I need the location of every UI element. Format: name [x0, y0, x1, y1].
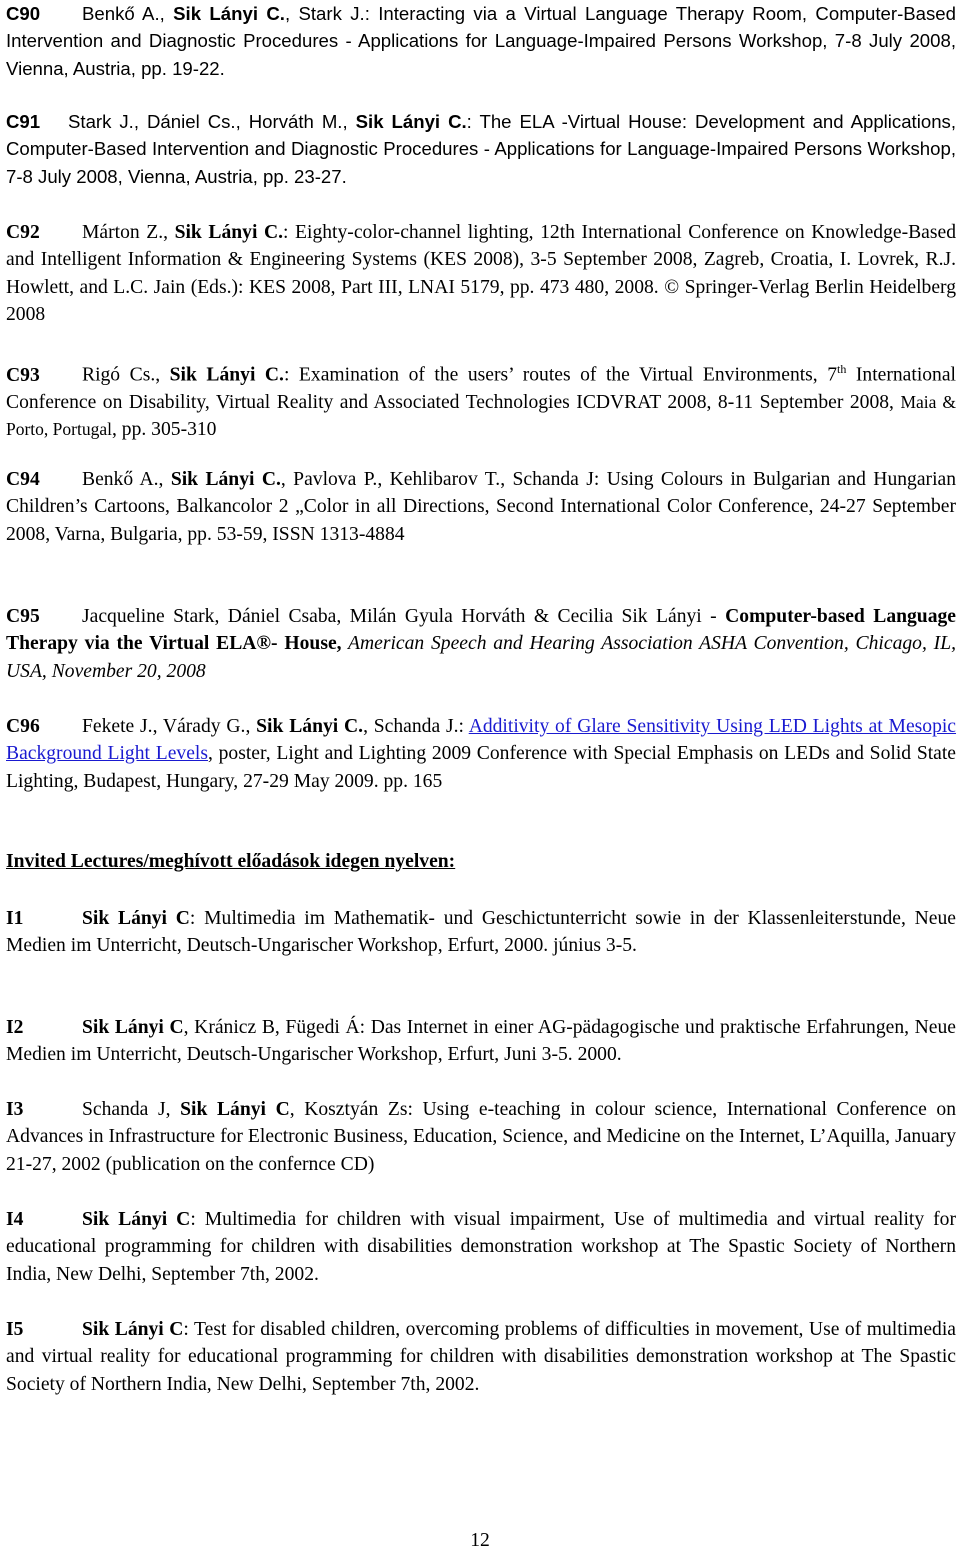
entry-authors: Márton Z., [82, 222, 175, 243]
entry-id: C90 [6, 3, 41, 24]
entry-authors: Fekete J., Várady G., [82, 716, 257, 737]
entry-authors: , Schanda J.: [363, 716, 469, 737]
section-heading: Invited Lectures/meghívott előadások idegen nyelven: [6, 851, 456, 872]
entry-text: International Conference on Disability, Virtual Reality and Associated Technologies ICDVRAT 2008, 8-11 September 2008, [6, 364, 956, 413]
entry-author-highlight: Sik Lányi C. [174, 222, 284, 243]
entry-text: , Kránicz B, Fügedi Á: Das Internet in einer AG-pädagogische und praktische Erfahrungen, Neue Medien im Unterricht, Deutsch-Ungarischer Workshop, Erfurt, Juni 3-5. 2000. [6, 1017, 956, 1066]
entry-text: : Examination of the users’ routes of the Virtual Environments, 7 [283, 364, 838, 386]
conference-entry [6, 713, 956, 795]
entry-authors: Stark J., Dániel Cs., Horváth M., [68, 111, 356, 132]
entry-authors: Benkő A., [82, 469, 171, 490]
entry-author-highlight: Sik Lányi C [82, 908, 190, 929]
conference-entry [6, 219, 956, 328]
entry-id: I5 [6, 1319, 24, 1340]
entry-id: I4 [6, 1209, 24, 1230]
entry-id: C93 [6, 364, 40, 386]
entry-authors: Schanda J, [82, 1099, 181, 1120]
entry-id: I2 [6, 1017, 24, 1038]
entry-id: C91 [6, 111, 41, 132]
entry-id: C92 [6, 222, 40, 243]
entry-authors: Jacqueline Stark, Dániel Csaba, Milán Gyula Horváth & Cecilia Sik Lányi - [82, 606, 726, 627]
entry-id: I1 [6, 908, 24, 929]
entry-authors: Benkő A., [82, 3, 174, 24]
entry-location: Maia & Porto, Portugal [6, 391, 956, 440]
entry-text: , Stark J.: Interacting via a Virtual Language Therapy Room, Computer-Based Intervention and Diagnostic Procedures - Applications for Language-Impaired Persons Workshop, 7-8 July 2008, Vienna, Austria, pp. 19-22. [6, 3, 956, 79]
entry-text: : Multimedia for children with visual impairment, Use of multimedia and virtual reality for educational programming for children with disabilities demonstration workshop at The Spastic Society of Northern India, New Delhi, September 7th, 2002. [6, 1209, 956, 1285]
entry-author-highlight: Sik Lányi C [82, 1319, 184, 1340]
entry-pages: , pp. 305-310 [111, 419, 217, 441]
entry-text: , poster, Light and Lighting 2009 Conference with Special Emphasis on LEDs and Solid State Lighting, Budapest, Hungary, 27-29 May 2009. pp. 165 [6, 743, 956, 792]
entry-id: C95 [6, 606, 40, 627]
entry-author-highlight: Sik Lányi C. [173, 3, 285, 24]
page-number: 12 [470, 1530, 490, 1551]
entry-id: C96 [6, 716, 40, 737]
entry-title: Computer-based Language Therapy via the Virtual ELA®- House, [6, 606, 956, 655]
conference-entry [6, 0, 956, 82]
entry-text: : The ELA -Virtual House: Development and Applications, Computer-Based Intervention and Diagnostic Procedures - Applications for Language-Impaired Persons Workshop, 7-8 July 2008, Vienna, Austria, pp. 23-27. [6, 111, 956, 187]
conference-entry [6, 108, 956, 190]
entry-title-link[interactable]: Additivity of Glare Sensitivity Using LED Lights at Mesopic Background Light Levels [6, 716, 957, 765]
conference-entry [6, 466, 956, 548]
lecture-entry [6, 1014, 956, 1069]
lecture-entry [6, 1316, 956, 1398]
entry-venue: American Speech and Hearing Association ASHA Convention, Chicago, IL, USA, November 20, 2008 [6, 633, 956, 682]
entry-author-highlight: Sik Lányi C [82, 1209, 191, 1230]
entry-author-highlight: Sik Lányi C. [169, 364, 284, 386]
lecture-entry [6, 1096, 956, 1178]
entry-text: : Test for disabled children, overcoming problems of difficulties in movement, Use of multimedia and virtual reality for educational programming for children with disabilities demonstration workshop at The Spastic Society of Northern India, New Delhi, September 7th, 2002. [6, 1319, 956, 1395]
entry-author-highlight: Sik Lányi C. [170, 469, 281, 490]
entry-text: , Pavlova P., Kehlibarov T., Schanda J: Using Colours in Bulgarian and Hungarian Children’s Cartoons, Balkancolor 2 „Color in all Directions, Second International Color Conference, 24-27 September 2008, Varna, Bulgaria, pp. 53-59, ISSN 1313-4884 [6, 469, 957, 545]
conference-entry [6, 603, 956, 685]
entry-id: C94 [6, 469, 40, 490]
entry-author-highlight: Sik Lányi C [82, 1017, 184, 1038]
entry-author-highlight: Sik Lányi C. [355, 111, 467, 132]
conference-entry [6, 356, 956, 443]
entry-text: : Eighty-color-channel lighting, 12th International Conference on Knowledge-Based and Intelligent Information & Engineering Systems (KES 2008), 3-5 September 2008, Zagreb, Croatia, I. Lovrek, R.J. Howlett, and L.C. Jain (Eds.): KES 2008, Part III, LNAI 5179, pp. 473 480, 2008. © Springer-Verlag Berlin Heidelberg 2008 [6, 222, 956, 325]
entry-author-highlight: Sik Lányi C [180, 1099, 290, 1120]
entry-id: I3 [6, 1099, 24, 1120]
superscript: th [837, 362, 847, 376]
entry-text: , Kosztyán Zs: Using e-teaching in colour science, International Conference on Advances in Infrastructure for Electronic Business, Education, Science, and Medicine on the Internet, L’Aquilla, January 21-27, 2002 (publication on the confernce CD) [6, 1099, 956, 1175]
entry-text: : Multimedia im Mathematik- und Geschictunterricht sowie in der Klassenleiterstunde, Neue Medien im Unterricht, Deutsch-Ungarischer Workshop, Erfurt, 2000. június 3-5. [6, 908, 956, 957]
lecture-entry [6, 1206, 956, 1288]
entry-author-highlight: Sik Lányi C. [256, 716, 364, 737]
lecture-entry [6, 905, 956, 960]
entry-authors: Rigó Cs., [82, 364, 170, 386]
